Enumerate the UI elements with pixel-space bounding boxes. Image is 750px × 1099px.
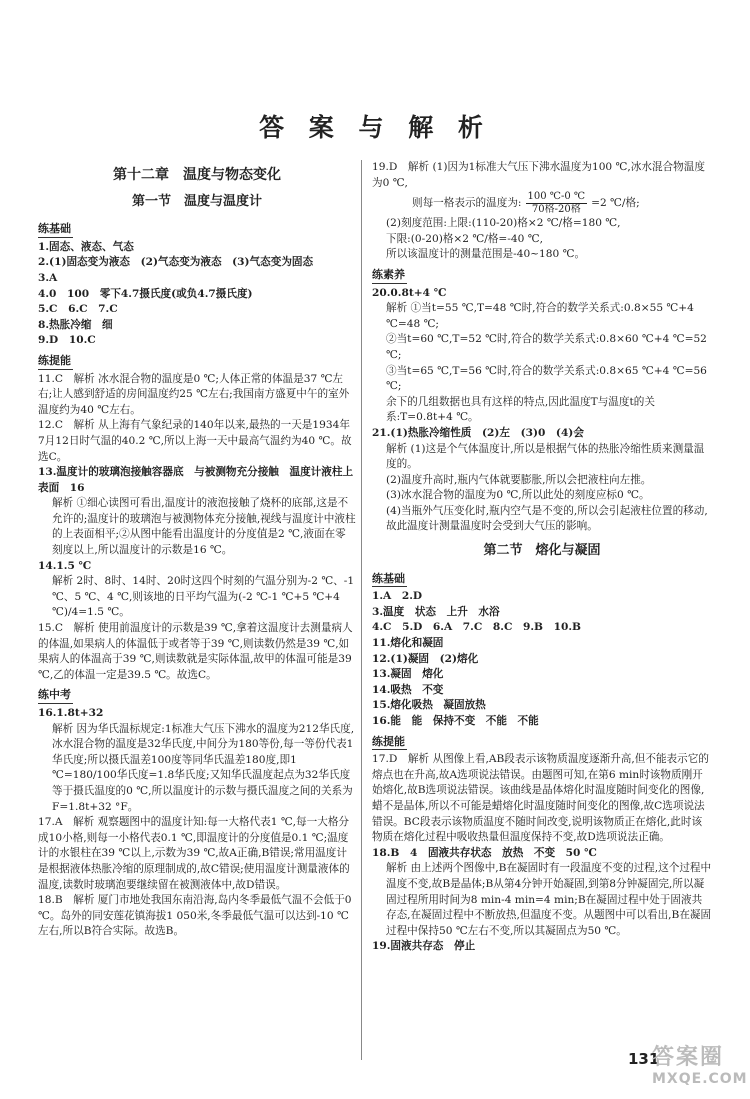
answer-line: 15.C 解析 使用前温度计的示数是39 ℃,拿着这温度计去测量病人的体温,如果病人的体温低于或者等于39 ℃,则读数仍然是39 ℃,如果病人的体温高于39 ℃,则读数就是实际体温,故甲的体温可能是39 ℃,乙的体温一定是39.5 ℃。故选C。 xyxy=(38,622,356,681)
answer-line: 13.凝固 熔化 xyxy=(372,668,444,681)
answer-line: 11.熔化和凝固 xyxy=(372,637,444,650)
answer-line: 12.(1)凝固 (2)熔化 xyxy=(372,652,479,665)
answer-line: ②当t=60 ℃,T=52 ℃时,符合的数学关系式:0.8×60 ℃+4 ℃=52 ℃; xyxy=(386,333,711,361)
label-tineng: 练提能 xyxy=(38,353,73,370)
watermark-url: MXQE.COM xyxy=(652,1071,748,1087)
fraction-rhs: =2 ℃/格; xyxy=(591,196,640,209)
answer-line: 21.(1)热胀冷缩性质 (2)左 (3)0 (4)会 xyxy=(372,426,584,439)
answer-line: 11.C 解析 冰水混合物的温度是0 ℃;人体正常的体温是37 ℃左右;让人感到舒适的房间温度约25 ℃左右;我国南方盛夏中午的室外温度约为40 ℃左右。 xyxy=(38,372,350,416)
answer-line: 3.温度 状态 上升 水浴 xyxy=(372,605,500,618)
answer-line: 解析 由上述两个图像中,B在凝固时有一段温度不变的过程,这个过程中温度不变,故B是晶体;B从第4分钟开始凝固,到第8分钟凝固完,所以凝固过程所用时间为8 min-4 min=4 min;B在凝固过程中处于固液共存态,在凝固过程中不断放热,但温度不变。从题图中可以看出,B在凝固过程中保持50 ℃左右不变,所以其凝固点为50 ℃。 xyxy=(386,862,712,937)
answer-line: (2)温度升高时,瓶内气体就要膨胀,所以会把液柱向左推。 xyxy=(386,473,652,486)
answer-line: (3)冰水混合物的温度为0 ℃,所以此处的刻度应标0 ℃。 xyxy=(386,489,650,502)
answer-line: 14.1.5 ℃ xyxy=(38,559,92,572)
answer-line: 4.0 100 零下4.7摄氏度(或负4.7摄氏度) xyxy=(38,287,253,300)
section-heading: 第一节 温度与温度计 xyxy=(131,193,262,209)
label-jichu: 练基础 xyxy=(372,571,407,588)
label-zhongkao: 练中考 xyxy=(38,687,73,704)
answer-line: 15.熔化吸热 凝固放热 xyxy=(372,699,486,712)
answer-line: 4.C 5.D 6.A 7.C 8.C 9.B 10.B xyxy=(372,621,581,634)
answer-line: 1.A 2.D xyxy=(372,590,423,603)
answer-line: 所以该温度计的测量范围是-40~180 ℃。 xyxy=(386,248,586,261)
fraction-denominator: 70格-20格 xyxy=(531,204,581,216)
section-heading: 第二节 熔化与凝固 xyxy=(483,543,601,559)
page-number: 131 xyxy=(628,1050,660,1068)
answer-line: 9.D 10.C xyxy=(38,334,96,347)
answer-line: 3.A xyxy=(38,271,58,284)
fraction-formula xyxy=(372,191,712,216)
fraction xyxy=(526,191,588,216)
answer-line: 5.C 6.C 7.C xyxy=(38,303,118,316)
fraction-lhs: 则每一格表示的温度为: xyxy=(412,196,522,209)
answer-line: 1.固态、液态、气态 xyxy=(38,240,134,253)
answer-line: 18.B 4 固液共存状态 放热 不变 50 ℃ xyxy=(372,846,597,859)
answer-line: 13.温度计的玻璃泡接触容器底 与被测物充分接触 温度计液柱上表面 16 xyxy=(38,466,354,494)
answer-line: ③当t=65 ℃,T=56 ℃时,符合的数学关系式:0.8×65 ℃+4 ℃=56 ℃; xyxy=(386,364,711,393)
answer-line: 解析 因为华氏温标规定:1标准大气压下沸水的温度为212华氏度,冰水混合物的温度是32华氏度,中间分为180等份,每一等份代表1华氏度;所以摄氏温差100度等同华氏温差180度,即1 ℃=180/100华氏度=1.8华氏度;又知华氏温度起点为32华氏度等于摄氏温度的0 ℃,所以温度计的示数与摄氏温度之间的关系为F=1.8t+32 °F。 xyxy=(52,722,355,813)
answer-line: 解析 ①细心读图可看出,温度计的液泡接触了烧杯的底部,这是不允许的;温度计的玻璃泡与被测物体充分接触,视线与温度计中液柱的上表面相平;②从图中能看出温度计的分度值是2 ℃,液面在零刻度以上,所以温度计的示数是16 ℃。 xyxy=(52,497,356,557)
answer-line: 20.0.8t+4 ℃ xyxy=(372,286,447,299)
right-column xyxy=(372,160,712,955)
answer-line: (4)当瓶外气压变化时,瓶内空气是不变的,所以会引起液柱位置的移动,故此温度计测量温度时会受到大气压的影响。 xyxy=(386,504,708,533)
answer-line: 解析 2时、8时、14时、20时这四个时刻的气温分别为-2 ℃、-1 ℃、5 ℃、4 ℃,则该地的日平均气温为(-2 ℃-1 ℃+5 ℃+4 ℃)/4=1.5 ℃。 xyxy=(52,575,358,619)
left-column xyxy=(38,160,356,940)
answer-line: 16.能 能 保持不变 不能 不能 xyxy=(372,715,539,727)
answer-line: 2.(1)固态变为液态 (2)气态变为液态 (3)气态变为固态 xyxy=(38,256,314,269)
answer-line: 19.D 解析 (1)因为1标准大气压下沸水温度为100 ℃,冰水混合物温度为0 ℃, xyxy=(372,161,705,189)
answer-line: 17.D 解析 从图像上看,AB段表示该物质温度逐渐升高,但不能表示它的熔点也在升高,故A选项说法错误。由题图可知,在第6 min时该物质刚开始熔化,故B选项说法错误。该曲线是晶体熔化时温度随时间变化的图像,蜡不是晶体,所以不可能是蜡熔化时温度随时间变化的图像,故C选项说法错误。BC段表示该物质温度不随时间改变,说明该物质正在熔化,此时该物质在熔化过程中吸收热量但温度保持不变,故D选项说法正确。 xyxy=(372,753,709,844)
answer-line: 8.热胀冷缩 细 xyxy=(38,318,113,331)
watermark-logo xyxy=(652,1040,747,1095)
answer-line: 18.B 解析 厦门市地处我国东南沿海,岛内冬季最低气温不会低于0 ℃。岛外的同安莲花镇海拔1 050米,冬季最低气温可以达到-10 ℃左右,所以B符合实际。故选B。 xyxy=(38,894,355,938)
label-tineng: 练提能 xyxy=(372,734,407,751)
answer-line: (2)刻度范围:上限:(110-20)格×2 ℃/格=180 ℃, xyxy=(386,217,621,230)
page-title: 答 案 与 解 析 xyxy=(259,113,491,142)
answer-line: 16.1.8t+32 xyxy=(38,707,104,719)
answer-line: 解析 ①当t=55 ℃,T=48 ℃时,符合的数学关系式:0.8×55 ℃+4 ℃=48 ℃; xyxy=(386,302,698,330)
answer-line: 余下的几组数据也具有这样的特点,因此温度T与温度t的关系:T=0.8t+4 ℃。 xyxy=(386,395,655,424)
watermark-text: 答案圈 xyxy=(652,1045,725,1070)
answer-line: 17.A 解析 观察题图中的温度计知:每一大格代表1 ℃,每一大格分成10小格,则每一小格代表0.1 ℃,即温度计的分度值是0.1 ℃;温度计的水银柱在39 ℃以上,示数为39 ℃,故A正确,B错误;常用温度计是根据液体热胀冷缩的原理制成的,故C错误;使用温度计测量液体的温度,读数时玻璃泡要继续留在被测液体中,故D错误。 xyxy=(38,816,350,891)
fraction-numerator: 100 ℃-0 ℃ xyxy=(527,191,586,203)
answer-line: 12.C 解析 从上海有气象纪录的140年以来,最热的一天是1934年7月12日时气温的40.2 ℃,所以上海一天中最高气温约为40 ℃。故选C。 xyxy=(38,419,352,463)
label-jichu: 练基础 xyxy=(38,221,73,238)
answer-line: 14.吸热 不变 xyxy=(372,683,444,696)
answer-line: 19.固液共存态 停止 xyxy=(372,940,476,953)
chapter-heading: 第十二章 温度与物态变化 xyxy=(113,167,281,183)
answer-line: 下限:(0-20)格×2 ℃/格=-40 ℃, xyxy=(386,232,543,245)
column-divider xyxy=(361,160,362,1060)
label-suyang: 练素养 xyxy=(372,267,407,284)
answer-line: 解析 (1)这是个气体温度计,所以是根据气体的热胀冷缩性质来测量温度的。 xyxy=(386,442,705,471)
